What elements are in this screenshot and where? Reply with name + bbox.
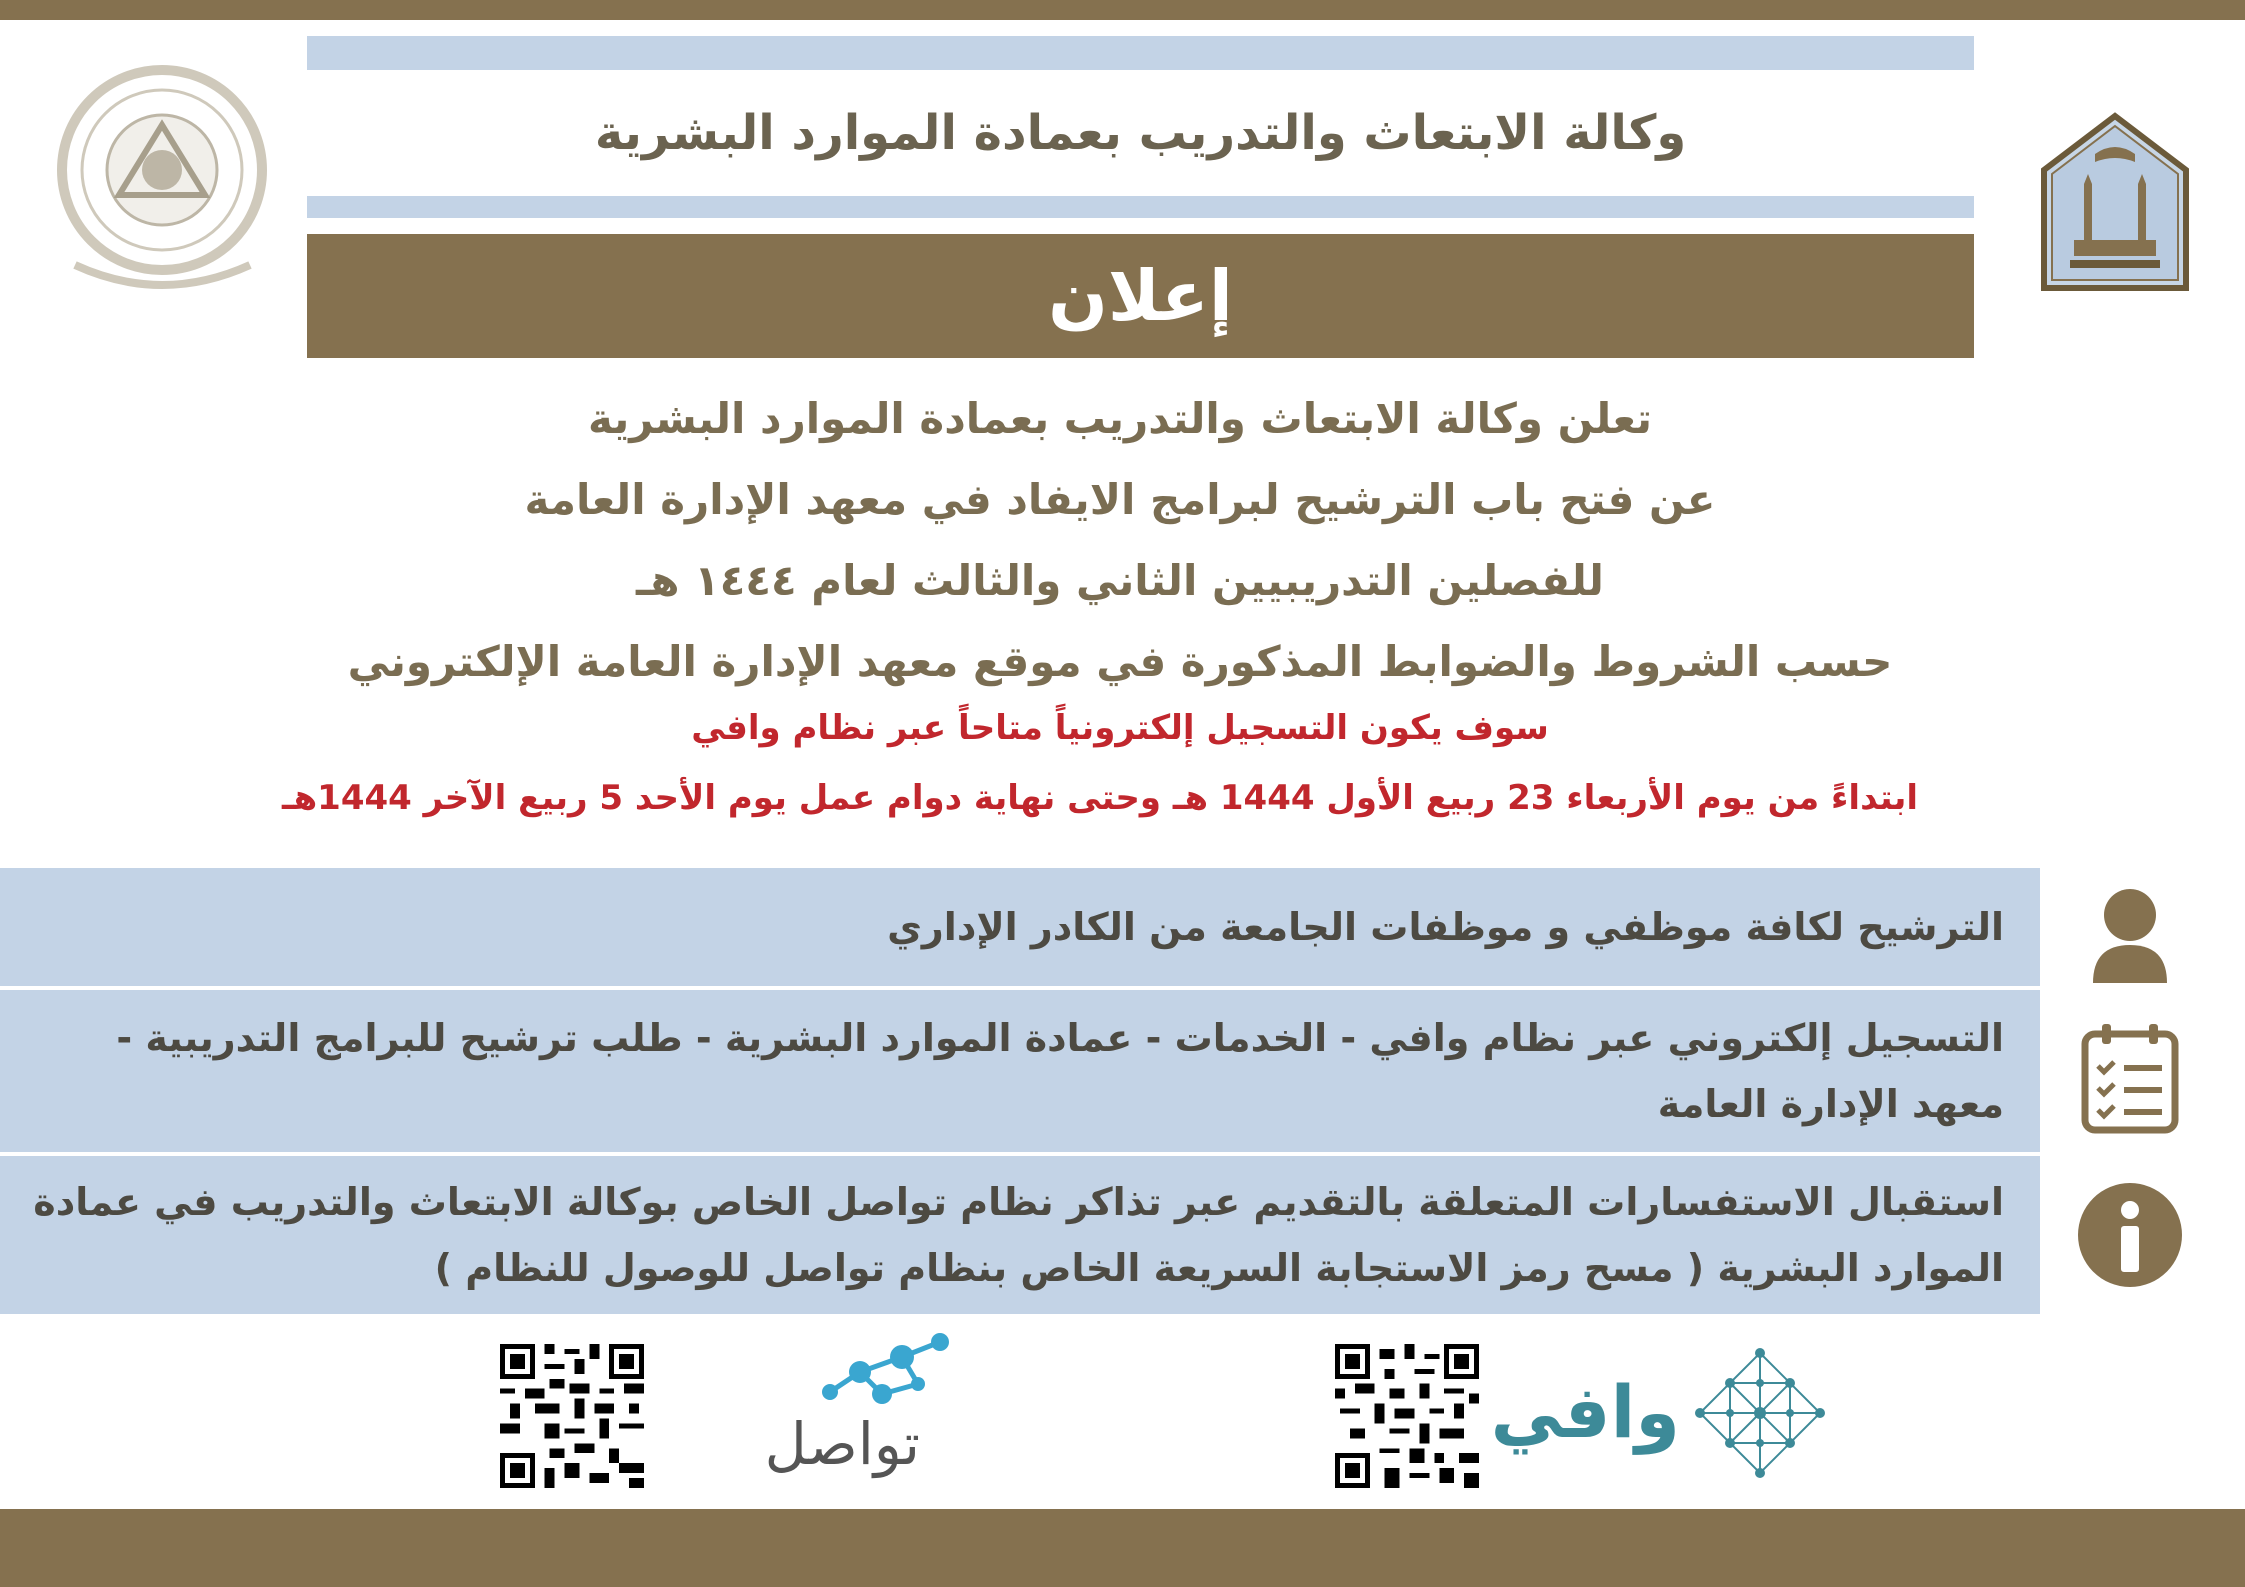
calendar-checklist-icon (2055, 1016, 2205, 1140)
info-icon (2055, 1180, 2205, 1290)
info-row-registration (0, 990, 2040, 1152)
wafi-logo (1490, 1348, 1830, 1498)
announcement-line: تعلن وكالة الابتعاث والتدريب بعمادة الموارد البشرية (587, 394, 1652, 443)
bottom-bar (0, 1509, 2245, 1587)
agency-title: وكالة الابتعاث والتدريب بعمادة الموارد البشرية (594, 105, 1687, 161)
tawasul-label: تواصل (764, 1410, 920, 1478)
top-bar (0, 0, 2245, 20)
wafi-qr-code[interactable] (1335, 1344, 1479, 1492)
registration-note: سوف يكون التسجيل إلكترونياً متاحاً عبر نظام وافي (691, 708, 1549, 748)
wafi-label: وافي (1490, 1370, 1680, 1454)
announcement-line: للفصلين التدريبيين الثاني والثالث لعام ١٤٤٤ هـ (636, 556, 1604, 605)
info-row-text: التسجيل إلكتروني عبر نظام وافي - الخدمات - عمادة الموارد البشرية - طلب ترشيح للبرامج التدريبية - معهد الإدارة العامة (116, 1016, 2004, 1126)
announcement-line: عن فتح باب الترشيح لبرامج الايفاد في معهد الإدارة العامة (524, 475, 1716, 524)
institute-seal-logo (55, 55, 270, 310)
info-row-text: استقبال الاستفسارات المتعلقة بالتقديم عبر تذاكر نظام تواصل الخاص بوكالة الابتعاث والتدريب في عمادة الموارد البشرية ( مسح رمز الاستجابة السريعة الخاص بنظام تواصل للوصول للنظام ) (33, 1180, 2004, 1290)
tawasul-qr-code[interactable] (500, 1344, 644, 1492)
announcement-line: حسب الشروط والضوابط المذكورة في موقع معهد الإدارة العامة الإلكتروني (347, 637, 1893, 686)
announcement-banner: إعلان (307, 234, 1974, 358)
announcement-body (300, 378, 1940, 702)
imam-university-logo (2040, 112, 2190, 292)
info-row-text: الترشيح لكافة موظفي و موظفات الجامعة من الكادر الإداري (887, 905, 2004, 949)
tawasul-logo (670, 1332, 960, 1502)
header-stripe-top (307, 36, 1974, 70)
registration-period: ابتداءً من يوم الأربعاء 23 ربيع الأول 1444 هـ وحتى نهاية دوام عمل يوم الأحد 5 ربيع الآخر 1444هـ (281, 778, 1919, 818)
person-icon (2055, 880, 2205, 990)
info-row-inquiries (0, 1156, 2040, 1314)
info-row-eligibility (0, 868, 2040, 986)
header-stripe-bottom (307, 196, 1974, 218)
